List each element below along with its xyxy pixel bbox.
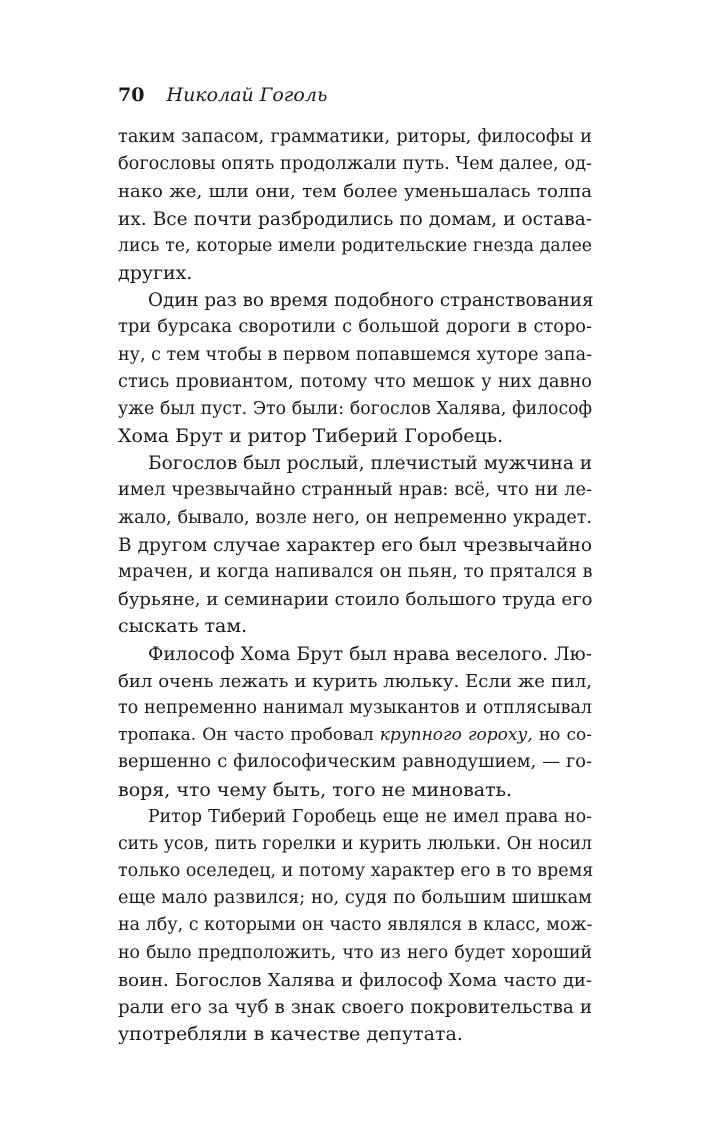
page-number: 70 bbox=[118, 84, 145, 106]
text-line: три бурсака своротили с большой дороги в сторо- bbox=[118, 317, 592, 338]
text-line: воин. Богослов Халява и философ Хома часто ди- bbox=[118, 969, 592, 991]
text-line: еще мало развился; но, судя по большим шишкам bbox=[118, 888, 592, 909]
text-line: В другом случае характер его был чрезвычайно bbox=[118, 534, 592, 556]
text-line: но было предположить, что из него будет хороший bbox=[118, 942, 592, 963]
text-line: таким запасом, грамматики, риторы, философы и bbox=[118, 127, 592, 147]
body-text bbox=[118, 124, 592, 1048]
text-line bbox=[118, 722, 592, 749]
text-line: Богослов был рослый, плечистый мужчина и bbox=[148, 453, 593, 475]
paragraph-4 bbox=[118, 641, 592, 804]
text-line: уже был пуст. Это были: богослов Халява, философ bbox=[118, 398, 592, 419]
paragraph-2 bbox=[118, 287, 592, 450]
author-name: Николай Гоголь bbox=[166, 84, 328, 106]
text-line: бил очень лежать и курить люльку. Если же пил, bbox=[118, 670, 592, 692]
text-line: то непременно нанимал музыкантов и отплясывал bbox=[118, 697, 592, 718]
text-line: ну, с тем чтобы в первом попавшемся хуторе запа- bbox=[118, 344, 592, 365]
text-line: нако же, шли они, тем более уменьшалась толпа bbox=[118, 181, 592, 203]
italic-phrase: крупного гороху, bbox=[379, 725, 533, 746]
paragraph-1 bbox=[118, 124, 592, 287]
text-line: сыскать там. bbox=[118, 615, 248, 638]
text-line: других. bbox=[118, 261, 193, 284]
text-line: воря, что чему быть, того не миновать. bbox=[118, 778, 513, 801]
text-line: жало, бывало, возле него, он непременно украдет. bbox=[118, 507, 592, 528]
text-line: Ритор Тиберий Горобець еще не имел права но- bbox=[148, 806, 592, 827]
text-line: бурьяне, и семинарии стоило большого труда его bbox=[118, 589, 593, 611]
text-line: Хома Брут и ритор Тиберий Горобець. bbox=[118, 425, 504, 448]
text-line: лись те, которые имели родительские гнезда далее bbox=[118, 235, 592, 256]
paragraph-3 bbox=[118, 450, 592, 640]
text-line: Один раз во время подобного странствования bbox=[148, 290, 594, 312]
paragraph-5 bbox=[118, 804, 592, 1049]
text-line: рали его за чуб в знак своего покровительства и bbox=[118, 997, 592, 1018]
text-line: употребляли в качестве депутата. bbox=[118, 1023, 463, 1046]
text-run: тропака. Он часто пробовал bbox=[118, 725, 380, 746]
text-line: только оселедец, и потому характер его в то время bbox=[118, 861, 594, 882]
text-line: имел чрезвычайно странный нрав: всё, что ни ле- bbox=[118, 480, 592, 501]
text-line: на лбу, с которыми он часто являлся в класс, мож- bbox=[118, 915, 593, 936]
text-line: Философ Хома Брут был нрава веселого. Лю- bbox=[148, 643, 592, 665]
text-line: мрачен, и когда напивался он пьян, то прятался в bbox=[118, 562, 593, 582]
text-line: богословы опять продолжали путь. Чем далее, од- bbox=[118, 154, 592, 175]
text-line: их. Все почти разбродились по домам, и остава- bbox=[118, 208, 592, 230]
text-line: сить усов, пить горелки и курить люльки. Он носил bbox=[118, 833, 592, 854]
text-run: но со- bbox=[532, 725, 592, 746]
text-line: стись провиантом, потому что мешок у них давно bbox=[118, 371, 592, 392]
running-head bbox=[118, 83, 327, 107]
text-line: вершенно с философическим равнодушием, — го- bbox=[118, 752, 592, 773]
